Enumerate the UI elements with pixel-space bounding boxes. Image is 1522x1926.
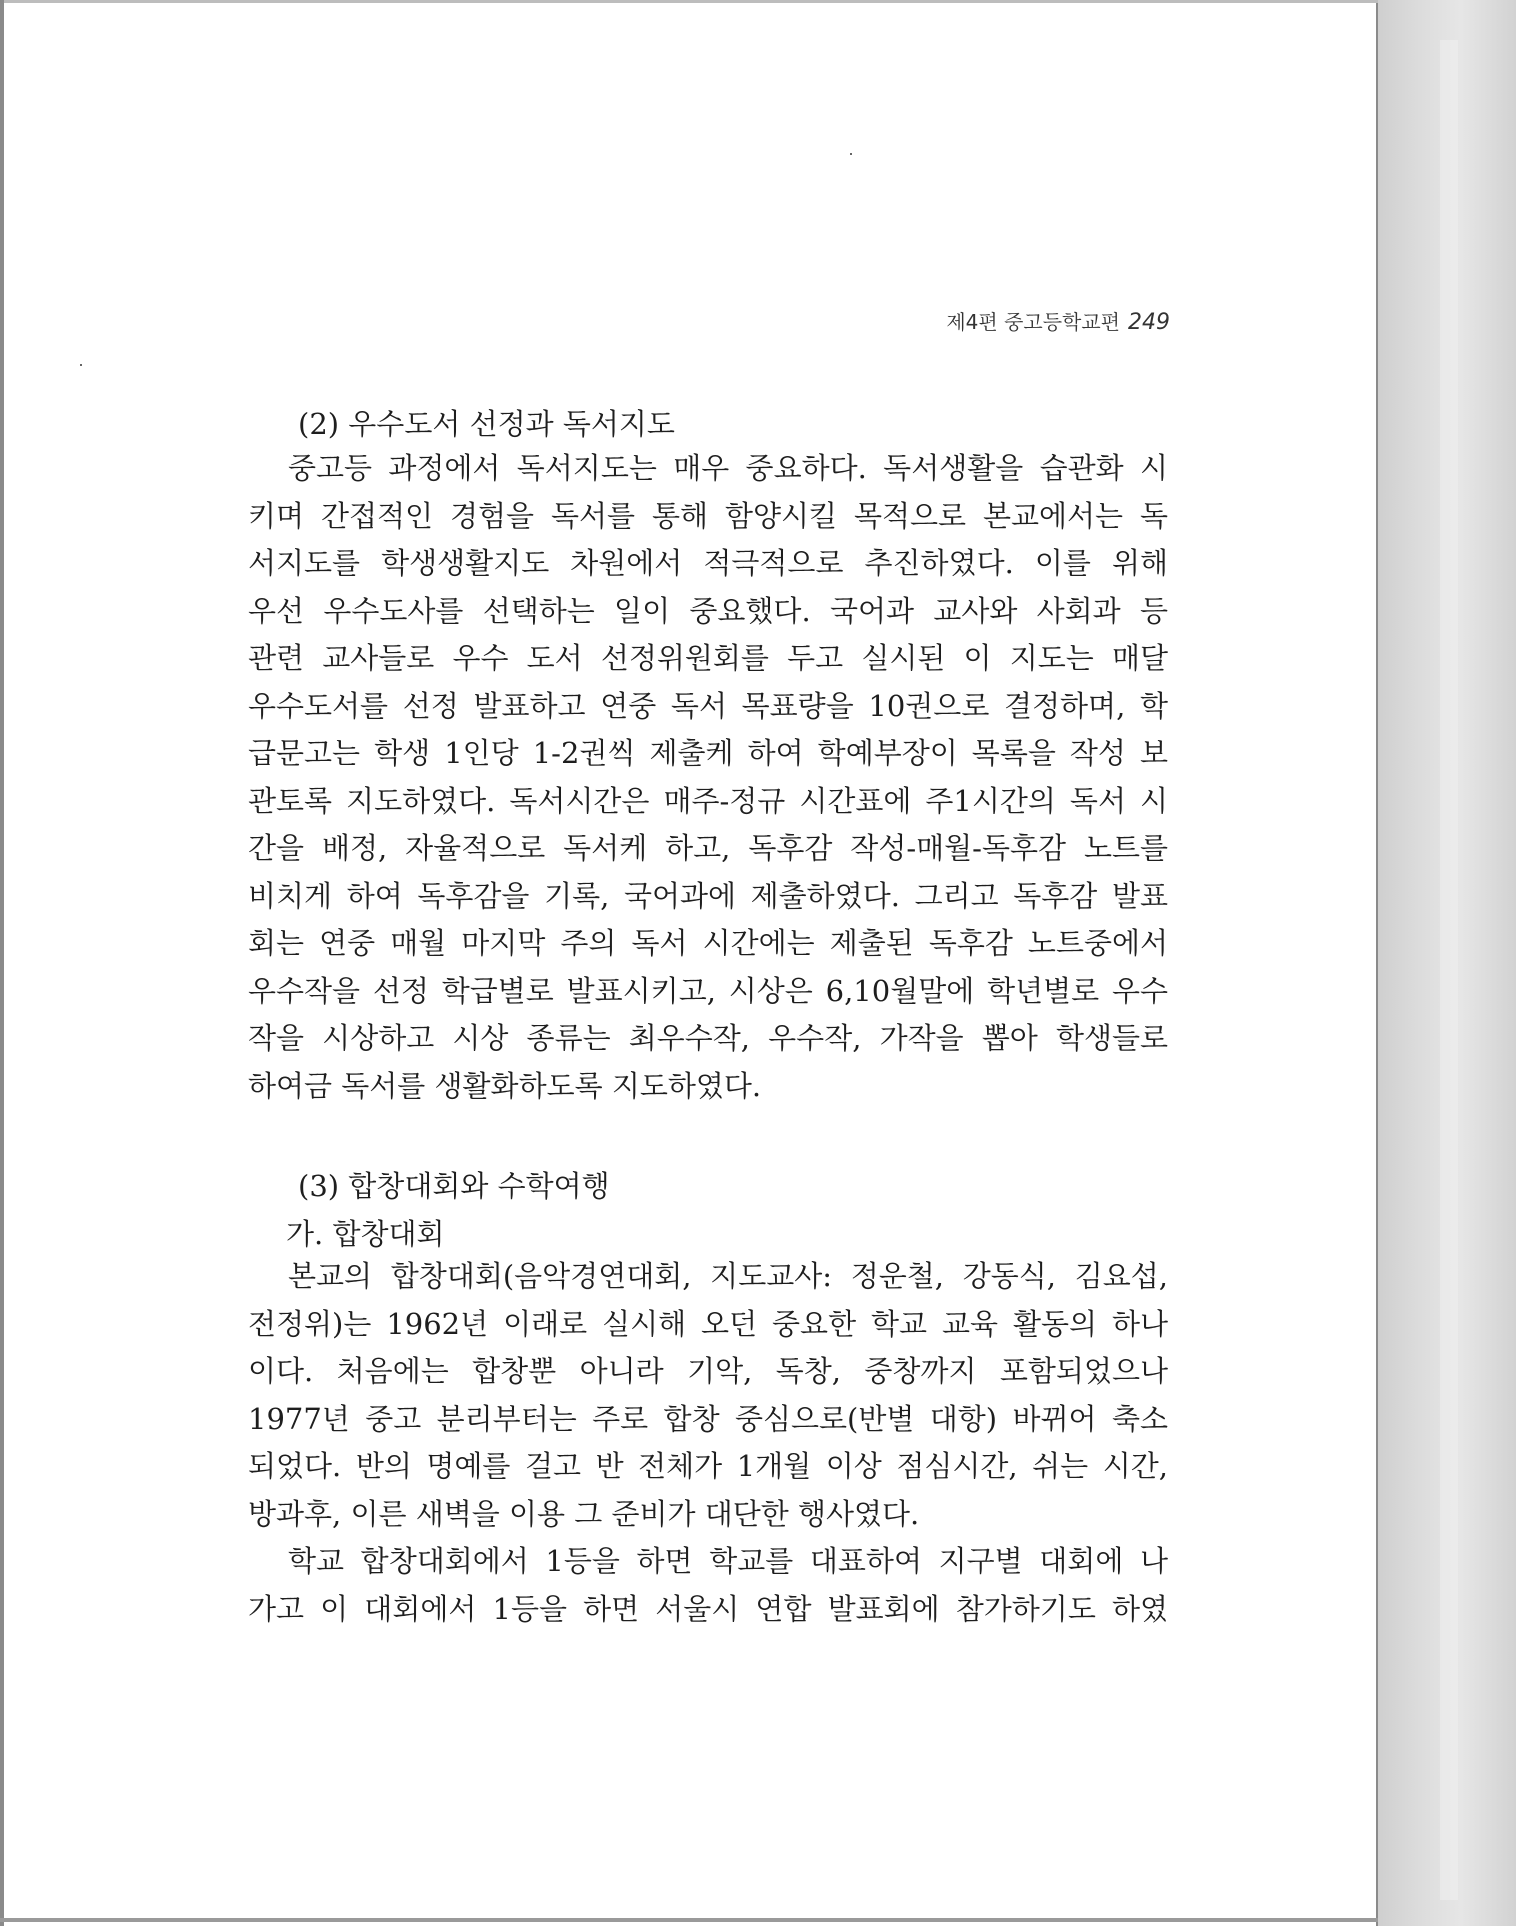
running-head [920, 306, 1170, 335]
body-line: 본교의 합창대회(음악경연대회, 지도교사: 정운철, 강동식, 김요섭, [288, 1259, 1168, 1293]
body-line: 우수작을 선정 학급별로 발표시키고, 시상은 6,10월말에 학년별로 우수 [248, 973, 1168, 1008]
body-line: 키며 간접적인 경험을 독서를 통해 함양시킬 목적으로 본교에서는 독 [248, 498, 1168, 533]
body-line: 관토록 지도하였다. 독서시간은 매주-정규 시간표에 주1시간의 독서 시 [248, 783, 1168, 818]
body-line: 우수도서를 선정 발표하고 연중 독서 목표량을 10권으로 결정하며, 학 [248, 688, 1168, 723]
scan-speck [850, 153, 852, 155]
body-line: 하여금 독서를 생활화하도록 지도하였다. [248, 1068, 762, 1103]
body-line: 간을 배정, 자율적으로 독서케 하고, 독후감 작성-매월-독후감 노트를 [248, 831, 1168, 865]
section-3-body [248, 1253, 1168, 1633]
page-top-edge [0, 0, 1378, 3]
section-3-heading: (3) 합창대회와 수학여행 [298, 1169, 610, 1203]
body-line: 1977년 중고 분리부터는 주로 합창 중심으로(반별 대항) 바뀌어 축소 [248, 1401, 1168, 1436]
body-line: 회는 연중 매월 마지막 주의 독서 시간에는 제출된 독후감 노트중에서 [248, 926, 1168, 960]
section-2-heading: (2) 우수도서 선정과 독서지도 [298, 407, 675, 441]
body-line: 가고 이 대회에서 1등을 하면 서울시 연합 발표회에 참가하기도 하였 [248, 1591, 1168, 1626]
body-line: 전정위)는 1962년 이래로 실시해 오던 중요한 학교 교육 활동의 하나 [248, 1306, 1168, 1341]
body-line: 되었다. 반의 명예를 걸고 반 전체가 1개월 이상 점심시간, 쉬는 시간, [248, 1449, 1168, 1483]
body-line: 방과후, 이른 새벽을 이용 그 준비가 대단한 행사였다. [248, 1496, 920, 1531]
body-line: 서지도를 학생생활지도 차원에서 적극적으로 추진하였다. 이를 위해 [248, 546, 1168, 580]
body-line: 급문고는 학생 1인당 1-2권씩 제출케 하여 학예부장이 목록을 작성 보 [248, 736, 1168, 770]
body-line: 이다. 처음에는 합창뿐 아니라 기악, 독창, 중창까지 포함되었으나 [248, 1354, 1168, 1388]
body-line: 관련 교사들로 우수 도서 선정위원회를 두고 실시된 이 지도는 매달 [248, 641, 1168, 675]
body-line: 비치게 하여 독후감을 기록, 국어과에 제출하였다. 그리고 독후감 발표 [248, 878, 1168, 913]
page-left-edge [0, 0, 4, 1926]
page-number: 249 [1128, 310, 1170, 335]
book-edge-highlight [1440, 40, 1458, 1900]
body-line: 작을 시상하고 시상 종류는 최우수작, 우수작, 가작을 뽑아 학생들로 [248, 1021, 1168, 1055]
body-line: 중고등 과정에서 독서지도는 매우 중요하다. 독서생활을 습관화 시 [288, 451, 1168, 485]
section-3-subheading: 가. 합창대회 [286, 1217, 445, 1251]
body-line: 학교 합창대회에서 1등을 하면 학교를 대표하여 지구별 대회에 나 [288, 1544, 1168, 1578]
page-bottom-edge [0, 1918, 1378, 1922]
body-line: 우선 우수도사를 선택하는 일이 중요했다. 국어과 교사와 사회과 등 [248, 593, 1168, 628]
scan-speck [80, 364, 82, 366]
section-2-body [248, 445, 1168, 1110]
running-head-section: 제4편 중고등학교편 [946, 310, 1120, 334]
